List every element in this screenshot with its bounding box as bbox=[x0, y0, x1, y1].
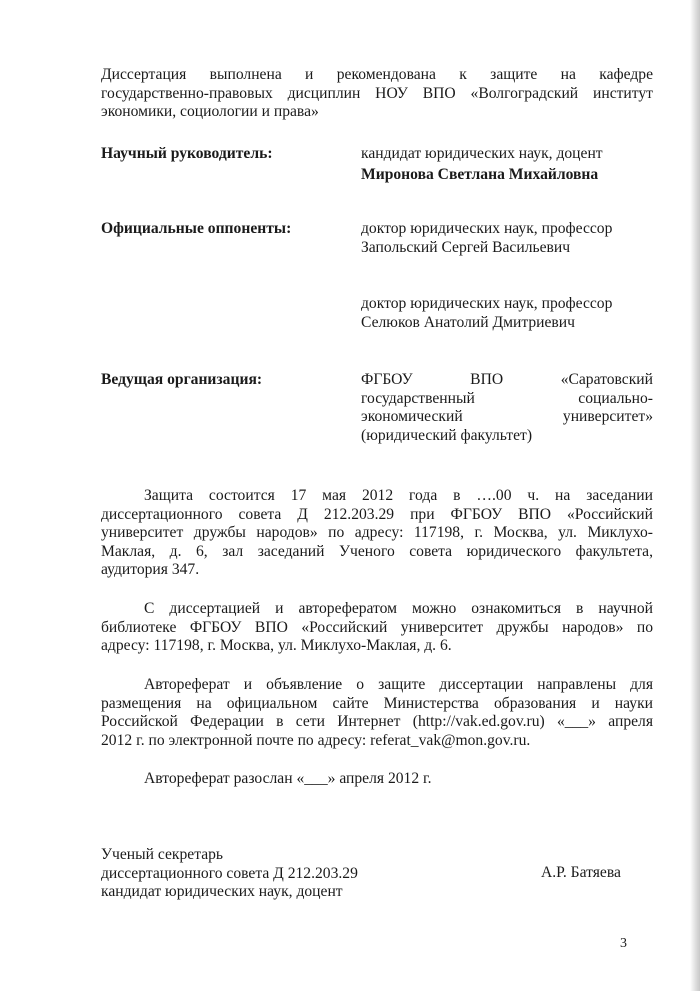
library-paragraph bbox=[101, 600, 653, 656]
supervisor-degree: кандидат юридических наук, доцент bbox=[361, 145, 603, 162]
opponent-1 bbox=[361, 220, 653, 257]
library-line: адресу: 117198, г. Москва, ул. Миклухо-Маклая, д. 6. bbox=[101, 637, 452, 654]
opponent-degree: доктор юридических наук, профессор bbox=[361, 295, 613, 312]
defense-line: Маклая, д. 6, зал заседаний Ученого совета юридического факультета, bbox=[101, 542, 653, 560]
page-number: 3 bbox=[620, 936, 627, 951]
page-edge-shadow bbox=[690, 0, 700, 991]
opponent-name: Селюков Анатолий Дмитриевич bbox=[361, 313, 575, 331]
lead-org-line: экономический университет» bbox=[361, 408, 653, 425]
lead-org-block bbox=[361, 371, 653, 445]
secretary-line: диссертационного совета Д 212.203.29 bbox=[101, 864, 358, 882]
defense-paragraph bbox=[101, 487, 653, 580]
lead-org-line: ФГБОУ ВПО «Саратовский bbox=[361, 371, 653, 388]
dispatch-paragraph bbox=[101, 770, 653, 789]
opponent-degree: доктор юридических наук, профессор bbox=[361, 220, 613, 237]
opponent-2 bbox=[361, 295, 653, 332]
publication-line: Автореферат и объявление о защите диссертации направлены для bbox=[144, 676, 653, 693]
supervisor-label: Научный руководитель: bbox=[101, 145, 273, 162]
secretary-line: кандидат юридических наук, доцент bbox=[101, 883, 343, 900]
defense-line: диссертационного совета Д 212.203.29 при ФГБОУ ВПО «Российский bbox=[101, 505, 653, 523]
secretary-signature-name: А.Р. Батяева bbox=[541, 864, 621, 881]
library-line: библиотеке ФГБОУ ВПО «Российский университет дружбы народов» по bbox=[101, 618, 653, 636]
secretary-block bbox=[101, 846, 358, 902]
dispatch-line: Автореферат разослан «___» апреля 2012 г. bbox=[144, 770, 432, 787]
lead-org-line: государственный социально- bbox=[361, 389, 653, 407]
intro-paragraph bbox=[101, 66, 653, 122]
defense-line: университет дружбы народов» по адресу: 117198, г. Москва, ул. Миклухо- bbox=[101, 524, 653, 541]
publication-line: Российской Федерации в сети Интернет (http://vak.ed.gov.ru) «___» апреля bbox=[101, 713, 653, 730]
intro-line: государственно-правовых дисциплин НОУ ВПО «Волгоградский институт bbox=[101, 84, 653, 102]
publication-line: 2012 г. по электронной почте по адресу: referat_vak@mon.gov.ru. bbox=[101, 731, 531, 749]
opponents-label: Официальные оппоненты: bbox=[101, 220, 292, 237]
lead-org-label: Ведущая организация: bbox=[101, 371, 263, 388]
intro-line: экономики, социологии и права» bbox=[101, 103, 319, 120]
supervisor-name: Миронова Светлана Михайловна bbox=[361, 165, 599, 183]
lead-org-line: (юридический факультет) bbox=[361, 426, 533, 444]
publication-paragraph bbox=[101, 676, 653, 750]
defense-line: Защита состоится 17 мая 2012 года в ….00 ч. на заседании bbox=[144, 487, 653, 504]
supervisor-block bbox=[361, 145, 653, 184]
intro-line: Диссертация выполнена и рекомендована к защите на кафедре bbox=[101, 66, 653, 83]
defense-line: аудитория 347. bbox=[101, 561, 200, 578]
opponent-name: Запольский Сергей Васильевич bbox=[361, 238, 571, 256]
secretary-line: Ученый секретарь bbox=[101, 846, 224, 863]
publication-line: размещения на официальном сайте Министерства образования и науки bbox=[101, 694, 653, 712]
library-line: С диссертацией и авторефератом можно ознакомиться в научной bbox=[144, 600, 653, 617]
